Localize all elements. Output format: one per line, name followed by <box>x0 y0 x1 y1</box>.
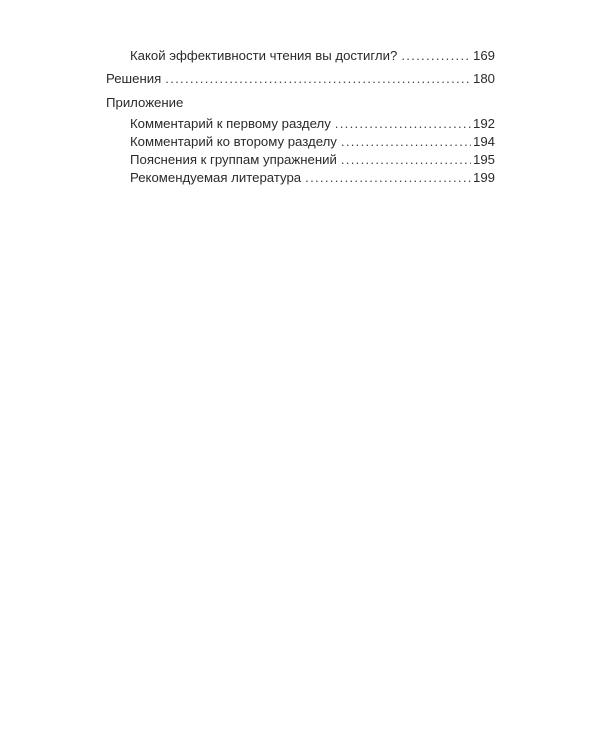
toc-dot-leader <box>341 152 471 168</box>
toc-dot-leader <box>401 48 471 64</box>
toc-page-number: 195 <box>472 152 495 167</box>
toc-section-heading <box>106 95 495 111</box>
toc-section-title: Приложение <box>106 95 184 110</box>
toc-entry-title: Комментарий к первому разделу <box>130 116 331 131</box>
toc-page-number: 192 <box>472 116 495 131</box>
toc-entry <box>106 116 495 132</box>
toc-page-number: 169 <box>472 48 495 63</box>
toc-entry <box>106 134 495 150</box>
toc-entry <box>106 71 495 87</box>
toc-entry-title: Решения <box>106 71 162 86</box>
toc-dot-leader <box>305 170 471 186</box>
toc-entry <box>106 152 495 168</box>
toc-dot-leader <box>341 134 471 150</box>
toc-entry-title: Пояснения к группам упражнений <box>130 152 337 167</box>
toc-page-number: 180 <box>472 71 495 86</box>
toc-dot-leader <box>165 71 471 87</box>
toc-entry-title: Рекомендуемая литература <box>130 170 302 185</box>
toc-entry <box>106 48 495 64</box>
toc-entry-title: Какой эффективности чтения вы достигли? <box>130 48 398 63</box>
toc-page-number: 194 <box>472 134 495 149</box>
toc-dot-leader <box>335 116 471 132</box>
table-of-contents <box>106 48 495 186</box>
toc-entry-title: Комментарий ко второму разделу <box>130 134 337 149</box>
toc-page-number: 199 <box>472 170 495 185</box>
toc-entry <box>106 170 495 186</box>
